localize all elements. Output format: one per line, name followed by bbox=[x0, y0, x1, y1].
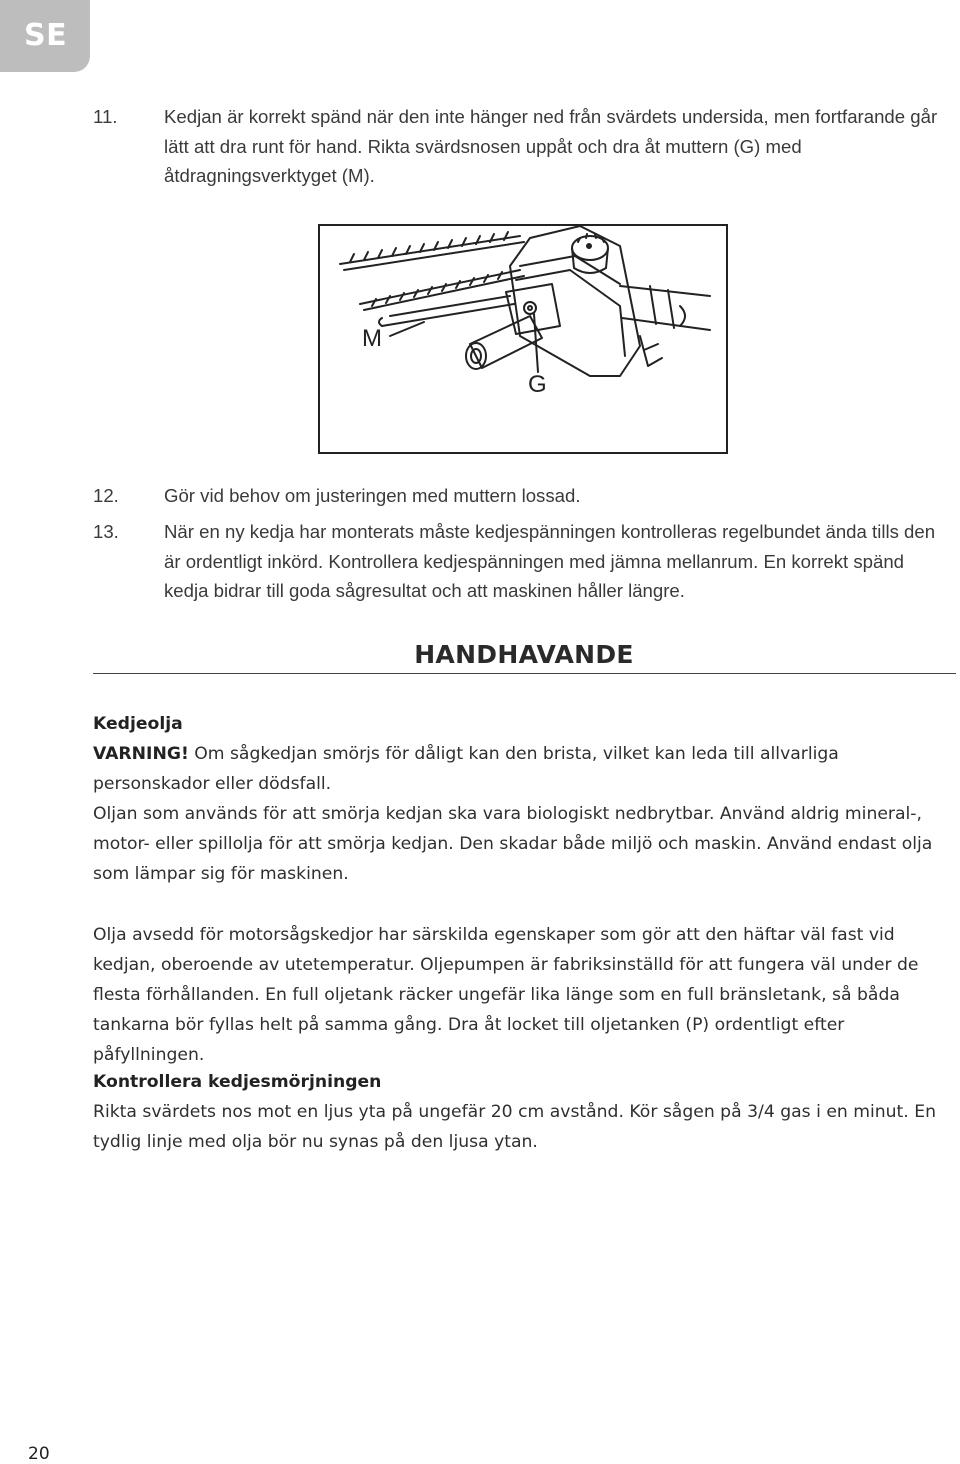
oil-paragraph: Oljan som används för att smörja kedjan ska vara biologiskt nedbrytbar. Använd aldrig mineral-, motor- eller spillolja för att smörja kedjan. Den skadar både miljö och maskin. Använd endast olja som lämpar sig för maskinen. bbox=[93, 804, 933, 884]
list-item-number: 13. bbox=[93, 521, 119, 542]
list-item-number: 11. bbox=[93, 106, 118, 127]
list-item-text: Kedjan är korrekt spänd när den inte hänger ned från svärdets undersida, men fortfarande går lätt att dra runt för hand. Rikta svärdsnosen uppåt och dra åt muttern (G) med åtdragningsverktyget (M). bbox=[164, 106, 938, 187]
oil-section bbox=[93, 709, 943, 889]
check-paragraph: Rikta svärdets nos mot en ljus yta på ungefär 20 cm avstånd. Kör sågen på 3/4 gas i en minut. En tydlig linje med olja bör nu synas på den ljusa ytan. bbox=[93, 1102, 936, 1152]
warning-text: Om sågkedjan smörjs för dåligt kan den brista, vilket kan leda till allvarliga personskador eller dödsfall. bbox=[93, 744, 839, 794]
warning-paragraph bbox=[93, 739, 943, 799]
label-g: G bbox=[528, 371, 547, 398]
page-number: 20 bbox=[28, 1444, 50, 1464]
label-m: M bbox=[362, 325, 382, 352]
check-section bbox=[93, 1067, 943, 1157]
list-item-text: Gör vid behov om justeringen med muttern lossad. bbox=[164, 485, 581, 506]
warning-label: VARNING! bbox=[93, 744, 189, 764]
section-heading: HANDHAVANDE bbox=[414, 640, 634, 669]
heading-divider bbox=[93, 673, 956, 674]
check-subheading: Kontrollera kedjesmörjningen bbox=[93, 1072, 382, 1092]
list-item-text: När en ny kedja har monterats måste kedjespänningen kontrolleras regelbundet ända tills den är ordentligt inkörd. Kontrollera kedjespänningen med jämna mellanrum. En korrekt spänd kedja bidrar till goda sågresultat och att maskinen håller längre. bbox=[164, 521, 936, 602]
oil-properties-paragraph: Olja avsedd för motorsågskedjor har särskilda egenskaper som gör att den häftar väl fast vid kedjan, oberoende av utetemperatur. Oljepumpen är fabriksinställd för att fungera väl under de flesta förhållanden. En full oljetank räcker ungefär lika länge som en full bränsletank, så båda tankarna bör fyllas helt på samma gång. Dra åt locket till oljetanken (P) ordentligt efter påfyllningen. bbox=[93, 925, 919, 1065]
list-item-number: 12. bbox=[93, 485, 119, 506]
language-tab bbox=[0, 0, 90, 72]
oil-subheading: Kedjeolja bbox=[93, 714, 183, 734]
chain-tension-illustration bbox=[318, 224, 728, 454]
language-code: SE bbox=[24, 18, 68, 53]
